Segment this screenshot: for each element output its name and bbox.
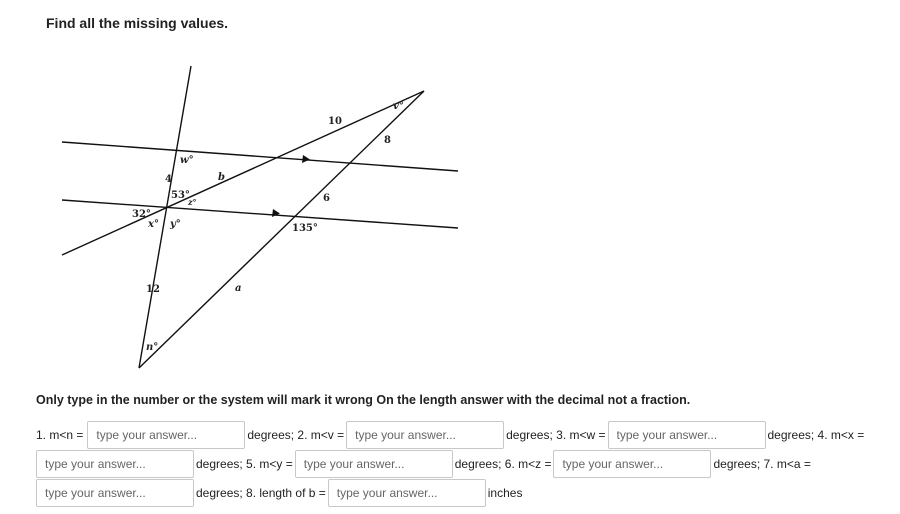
segment-b: b [218, 172, 225, 183]
label-10: 10 [328, 116, 342, 127]
question-row-2 [36, 449, 811, 479]
q4-label: degrees; 4. m<x = [767, 428, 865, 442]
label-8: 8 [384, 135, 391, 146]
angle-v: v° [393, 101, 404, 112]
question-row-1 [36, 420, 864, 450]
label-4: 4 [165, 174, 172, 185]
label-12: 12 [146, 284, 160, 295]
answer-w-input[interactable] [608, 421, 766, 449]
answer-b-input[interactable] [328, 479, 486, 507]
angle-32: 32° [132, 209, 151, 220]
answer-y-input[interactable] [295, 450, 453, 478]
parallel-line-bottom [62, 200, 458, 228]
parallel-arrow-top [302, 155, 310, 163]
transversal-shallow [62, 91, 424, 255]
angle-135: 135° [292, 223, 318, 234]
q1-label: 1. m<n = [36, 428, 84, 442]
q2-label: degrees; 2. m<v = [247, 428, 345, 442]
parallel-line-top [62, 142, 458, 171]
q8-label: degrees; 8. length of b = [196, 486, 326, 500]
q6-label: degrees; 6. m<z = [454, 457, 552, 471]
question-row-3 [36, 478, 522, 508]
answer-a-input[interactable] [36, 479, 194, 507]
instructions: Only type in the number or the system will mark it wrong On the length answer with the decimal not a fraction. [36, 393, 691, 407]
answer-n-input[interactable] [87, 421, 245, 449]
q7-label: degrees; 7. m<a = [713, 457, 811, 471]
answer-z-input[interactable] [553, 450, 711, 478]
angle-53: 53° [171, 190, 190, 201]
page-title: Find all the missing values. [46, 15, 229, 31]
q5-label: degrees; 5. m<y = [196, 457, 293, 471]
angle-y: y° [170, 219, 181, 230]
answer-x-input[interactable] [36, 450, 194, 478]
units-label: inches [487, 486, 523, 500]
angle-n: n° [146, 342, 159, 353]
answer-v-input[interactable] [346, 421, 504, 449]
angle-z: z° [188, 197, 197, 207]
angle-x: x° [148, 219, 159, 230]
angle-w: w° [180, 155, 194, 166]
label-6: 6 [323, 193, 330, 204]
segment-a: a [235, 283, 242, 294]
geometry-figure [0, 0, 480, 380]
transversal-long [139, 91, 424, 368]
q3-label: degrees; 3. m<w = [506, 428, 606, 442]
